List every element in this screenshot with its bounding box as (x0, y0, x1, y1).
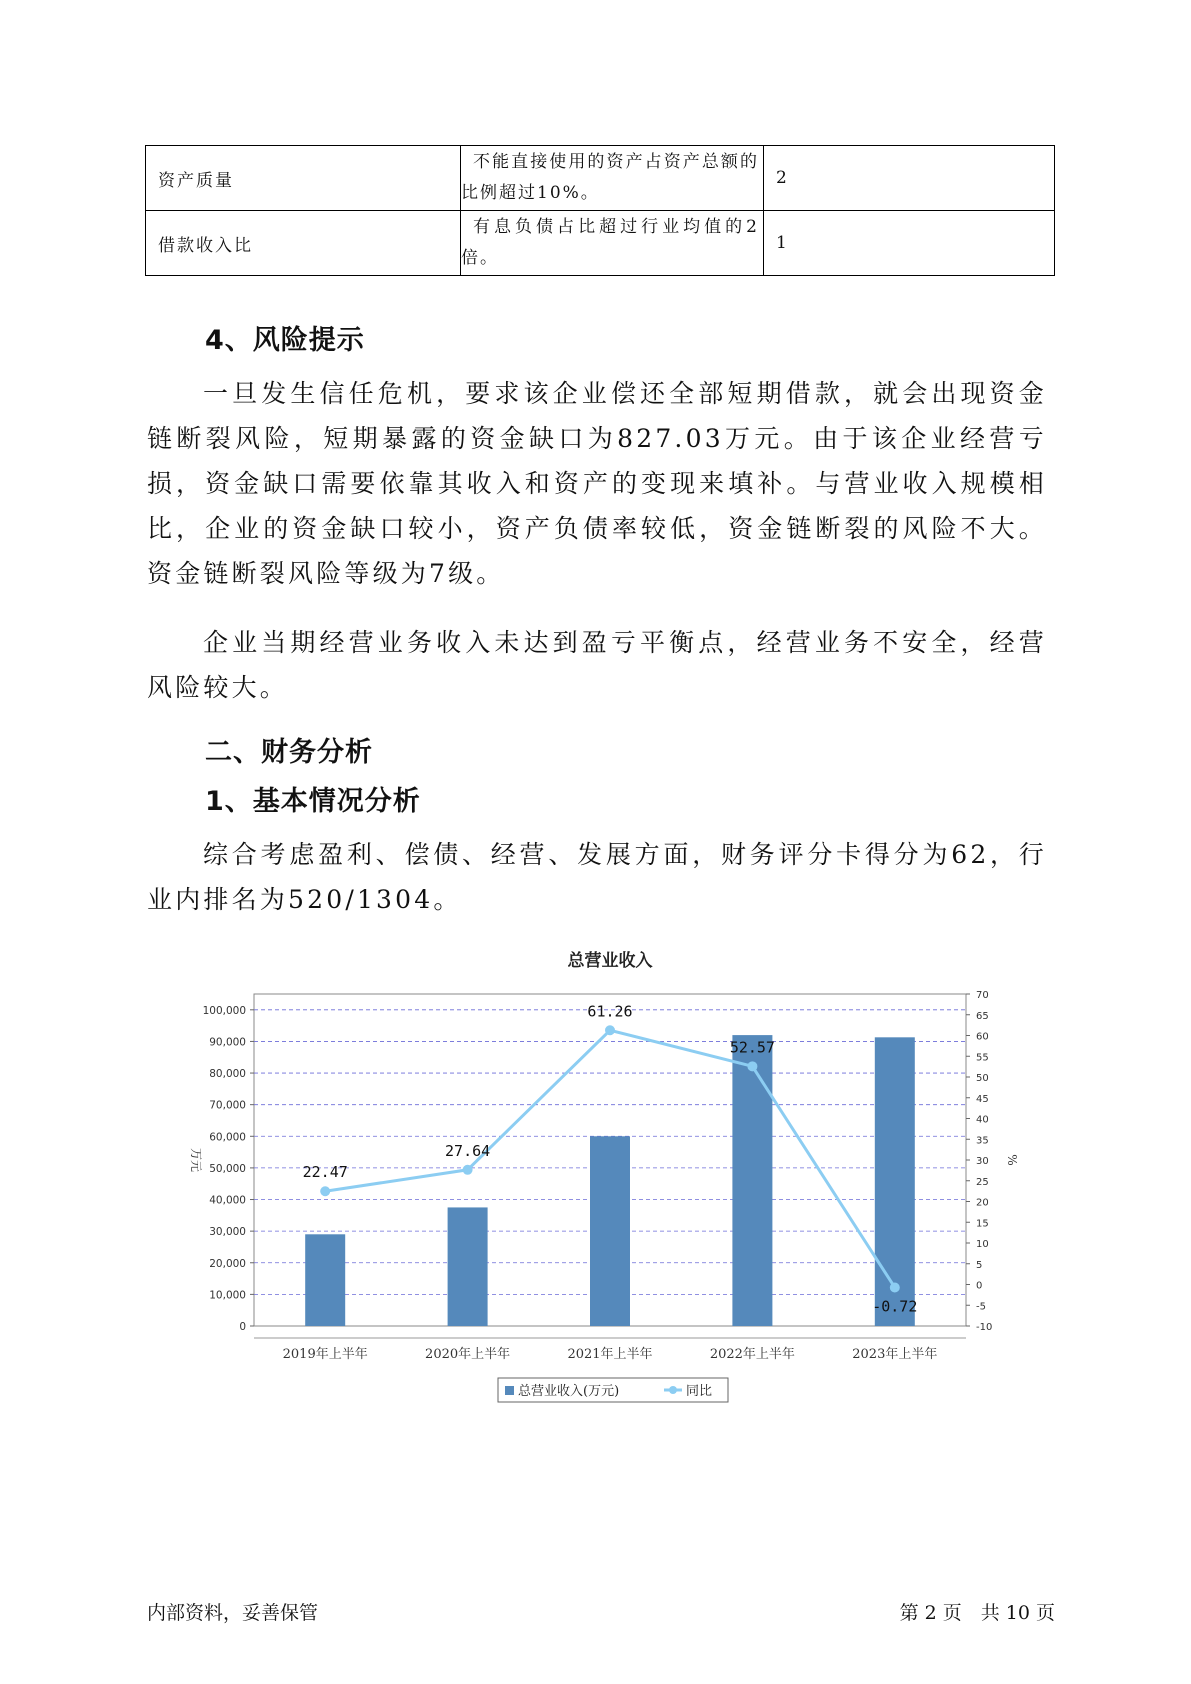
y-tick-label: 90,000 (209, 1036, 246, 1049)
table-cell-score: 1 (764, 211, 1055, 276)
x-tick-label: 2019年上半年 (282, 1347, 368, 1362)
footer-confidential-note: 内部资料，妥善保管 (147, 1602, 319, 1624)
legend-swatch-bar (505, 1386, 514, 1395)
data-label: 22.47 (302, 1163, 348, 1182)
revenue-bar (590, 1136, 630, 1326)
y-tick-label: 20,000 (209, 1257, 246, 1270)
y-axis-label: 万元 (189, 1147, 203, 1173)
y2-tick-label: 25 (976, 1176, 989, 1188)
y2-tick-label: 65 (976, 1010, 989, 1022)
y2-tick-label: 10 (976, 1239, 989, 1250)
risk-indicator-table (145, 145, 1055, 276)
risk-heading: 4、风险提示 (205, 325, 365, 356)
y2-tick-label: -5 (976, 1301, 986, 1313)
y2-tick-label: 0 (976, 1280, 983, 1292)
y-tick-label: 0 (239, 1321, 246, 1333)
x-tick-label: 2020年上半年 (425, 1347, 511, 1362)
chart-title: 总营业收入 (567, 951, 653, 971)
legend-label-bar: 总营业收入(万元) (518, 1384, 620, 1399)
legend-label-line: 同比 (686, 1384, 713, 1399)
table-cell-desc (461, 146, 764, 211)
yoy-point (463, 1165, 473, 1175)
basic-analysis-subheading: 1、基本情况分析 (205, 786, 421, 817)
table-cell-item: 资产质量 (146, 146, 461, 211)
yoy-point (320, 1186, 330, 1196)
y2-tick-label: 5 (976, 1259, 983, 1271)
y-tick-label: 60,000 (209, 1131, 246, 1144)
revenue-bar (732, 1035, 772, 1326)
y-tick-label: 40,000 (209, 1194, 246, 1207)
table-cell-desc-text: 有息负债占比超过行业均值的2倍。 (461, 217, 759, 268)
table-cell-score: 2 (764, 146, 1055, 211)
y2-tick-label: 30 (976, 1156, 989, 1167)
x-tick-label: 2021年上半年 (567, 1347, 653, 1362)
revenue-bar (448, 1207, 488, 1326)
y-tick-label: 80,000 (209, 1068, 246, 1081)
legend-point-swatch (669, 1386, 677, 1394)
financial-analysis-heading: 二、财务分析 (205, 737, 373, 768)
data-label: -0.72 (872, 1297, 918, 1316)
y2-tick-label: 40 (976, 1114, 989, 1126)
data-label: 61.26 (587, 1002, 633, 1021)
basic-analysis-paragraph: 综合考虑盈利、偿债、经营、发展方面，财务评分卡得分为62，行业内排名为520/1304。 (147, 840, 1047, 914)
y2-tick-label: -10 (976, 1322, 993, 1333)
y2-tick-label: 45 (976, 1093, 989, 1105)
table-cell-item: 借款收入比 (146, 211, 461, 276)
risk-paragraph-1: 一旦发生信任危机，要求该企业偿还全部短期借款，就会出现资金链断裂风险，短期暴露的资金缺口为827.03万元。由于该企业经营亏损，资金缺口需要依靠其收入和资产的变现来填补。与营业收入规模相比，企业的资金缺口较小，资产负债率较低，资金链断裂的风险不大。资金链断裂风险等级为7级。 (147, 379, 1047, 588)
y2-tick-label: 60 (976, 1031, 989, 1043)
table-row (146, 211, 1055, 276)
table-row (146, 146, 1055, 211)
data-label: 27.64 (445, 1141, 491, 1160)
yoy-point (747, 1061, 757, 1071)
data-label: 52.57 (729, 1038, 775, 1057)
yoy-point (890, 1282, 900, 1292)
x-tick-label: 2022年上半年 (709, 1347, 795, 1362)
table-cell-desc (461, 211, 764, 276)
footer-page-number: 第 2 页 共 10 页 (899, 1602, 1055, 1624)
x-tick-label: 2023年上半年 (852, 1347, 938, 1362)
y2-tick-label: 70 (976, 990, 989, 1001)
y2-tick-label: 15 (976, 1218, 989, 1230)
y2-axis-label: % (1005, 1154, 1019, 1166)
y-tick-label: 30,000 (209, 1226, 246, 1239)
y2-tick-label: 50 (976, 1073, 989, 1084)
table-cell-desc-text: 不能直接使用的资产占资产总额的比例超过10%。 (461, 152, 759, 203)
y2-tick-label: 55 (976, 1052, 989, 1064)
yoy-point (605, 1025, 615, 1035)
revenue-chart (170, 940, 1030, 1410)
y2-tick-label: 20 (976, 1197, 989, 1209)
y-tick-label: 70,000 (209, 1099, 246, 1112)
y-tick-label: 100,000 (202, 1004, 246, 1017)
revenue-bar (305, 1234, 345, 1326)
risk-paragraph-2: 企业当期经营业务收入未达到盈亏平衡点，经营业务不安全，经营风险较大。 (147, 628, 1047, 702)
y2-tick-label: 35 (976, 1135, 989, 1147)
y-tick-label: 10,000 (209, 1289, 246, 1302)
y-tick-label: 50,000 (209, 1162, 246, 1175)
